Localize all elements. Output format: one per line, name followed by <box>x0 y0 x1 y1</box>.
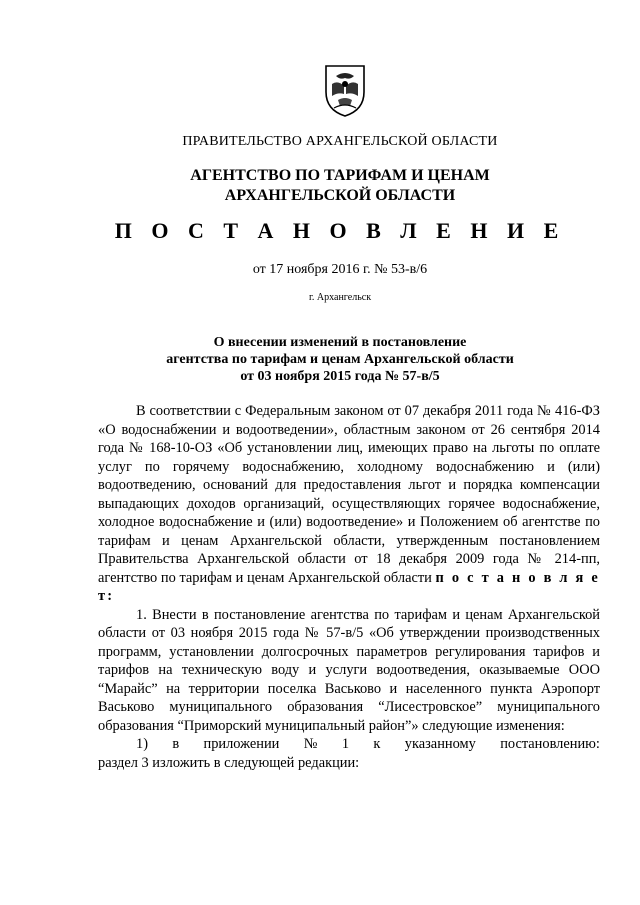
subpoint-word: № <box>303 736 318 752</box>
subpoint-1-first-line <box>98 735 600 754</box>
document-body <box>98 402 600 772</box>
subpoint-word: к <box>373 736 381 752</box>
point-1-paragraph: 1. Внести в постановление агентства по тарифам и ценам Архангельской области от 03 ноября 2015 года № 57-в/5 «Об утверждении производственных программ, установлении долгосрочных параметров регулирования тарифов и тарифов на техническую воду и услуги водоотведения, оказываемые ООО “Марайс” на территории поселка Васьково и населенного пункта Аэропорт Васьково муниципального образования “Лисестровское” муниципального образования “Приморский муниципальный район”» следующие изменения: <box>98 606 600 734</box>
preamble-text: В соответствии с Федеральным законом от 07 декабря 2011 года № 416-ФЗ «О водоснабжении и водоотведении», областным законом от 26 сентября 2014 года № 168-10-ОЗ «Об установлении лиц, имеющих право на льготы по оплате услуг по горячему водоснабжению, холодному водоснабжению и (или) водоотведению, оснований для предоставления льгот и порядка компенсации выпадающих доходов организаций, осуществляющих горячее водоснабжение, холодное водоснабжение и (или) водоотведение» и Положением об агентстве по тарифам и ценам Архангельской области, утвержденным постановлением Правительства Архангельской области от 18 декабря 2009 года № 214-пп, агентство по тарифам и ценам Архангельской области <box>98 403 600 586</box>
government-name: ПРАВИТЕЛЬСТВО АРХАНГЕЛЬСКОЙ ОБЛАСТИ <box>182 134 498 149</box>
agency-name-line2: АРХАНГЕЛЬСКОЙ ОБЛАСТИ <box>224 187 456 204</box>
subpoint-word: приложении <box>203 736 280 752</box>
subpoint-word: постановлению: <box>500 736 600 752</box>
subpoint-word: 1) <box>136 736 148 752</box>
document-date-number: от 17 ноября 2016 г. № 53-в/6 <box>252 262 428 277</box>
subpoint-1-paragraph <box>98 735 600 772</box>
document-subject <box>60 334 620 385</box>
coat-of-arms-emblem <box>322 62 368 118</box>
decrees-word: п о с т а н о в л я е т: <box>98 569 600 604</box>
document-type-title: П О С Т А Н О В Л Е Н И Е <box>114 218 566 243</box>
subpoint-1-tail: раздел 3 изложить в следующей редакции: <box>98 754 360 771</box>
preamble-paragraph <box>98 402 600 606</box>
subpoint-word: в <box>172 736 180 752</box>
subject-line1: О внесении изменений в постановление <box>213 335 467 350</box>
subject-line3: от 03 ноября 2015 года № 57-в/5 <box>240 369 440 384</box>
subpoint-word: указанному <box>404 736 476 752</box>
agency-name-line1: АГЕНТСТВО ПО ТАРИФАМ И ЦЕНАМ <box>190 167 490 184</box>
agency-name <box>60 166 620 206</box>
subject-line2: агентства по тарифам и ценам Архангельской области <box>166 352 514 367</box>
subpoint-word: 1 <box>341 736 350 752</box>
document-city: г. Архангельск <box>308 292 372 303</box>
